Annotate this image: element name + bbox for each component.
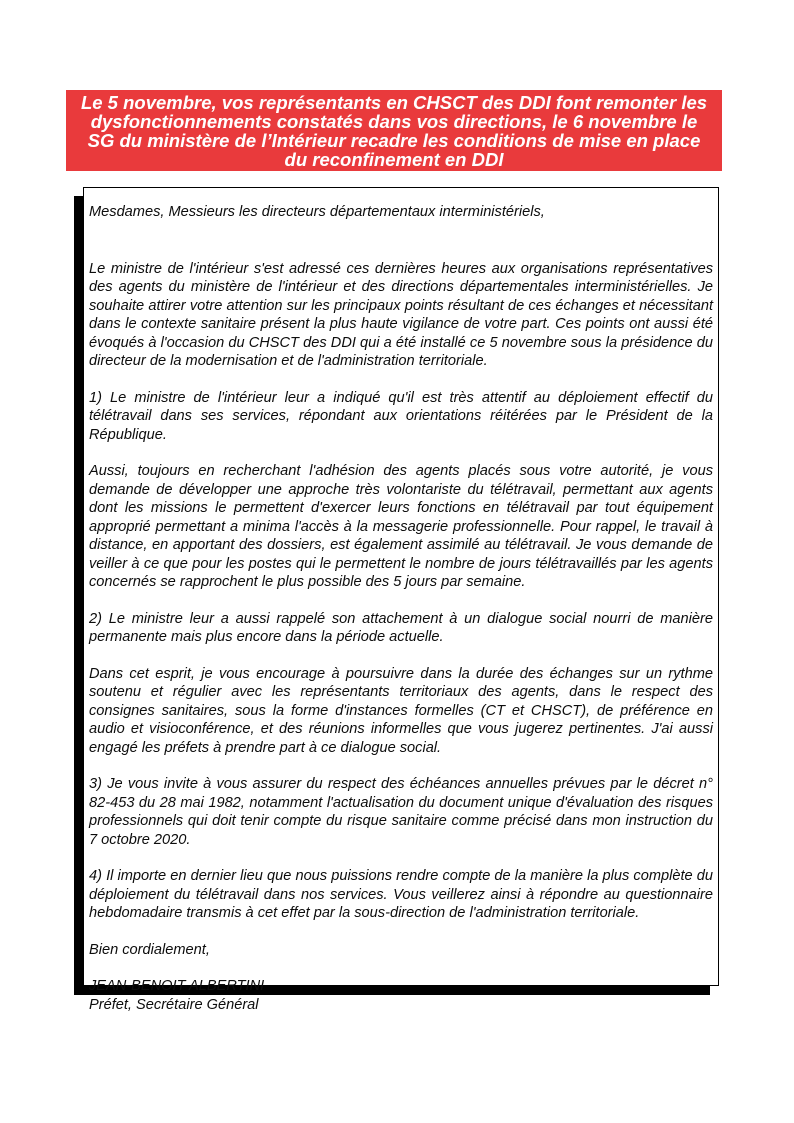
paragraph-point-4: 4) Il importe en dernier lieu que nous puissions rendre compte de la manière la plus complète du déploiement du télétravail dans nos services. Vous veillerez ainsi à répondre au questionnaire hebdomadaire transmis à cet effet par la sous-direction de l'administration territoriale. xyxy=(89,868,713,921)
closing-formula: Bien cordialement, xyxy=(89,941,210,958)
signature-title: Préfet, Secrétaire Général xyxy=(89,996,259,1013)
banner-line-1: Le 5 novembre, vos représentants en CHSCT des DDI font remonter les xyxy=(80,91,708,113)
paragraph-point-2: 2) Le ministre leur a aussi rappelé son attachement à un dialogue social nourri de manière permanente mais plus encore dans la période actuelle. xyxy=(89,610,713,645)
header-banner xyxy=(66,90,722,171)
banner-line-2: dysfonctionnements constatés dans vos directions, le 6 novembre le xyxy=(90,110,698,132)
letter-body-box xyxy=(83,187,719,1013)
paragraph-intro: Le ministre de l'intérieur s'est adressé ces dernières heures aux organisations représentatives des agents du ministère de l'intérieur et des directions départementales interministérielles. Je souhaite attirer votre attention sur les principaux points résultant de ces échanges et nécessitant dans le contexte sanitaire présent la plus haute vigilance de votre part. Ces points ont aussi été évoqués à l'occasion du CHSCT des DDI qui a été installé ce 5 novembre sous la présidence du directeur de la modernisation et de l'administration territoriale. xyxy=(89,260,713,369)
paragraph-dialogue-social: Dans cet esprit, je vous encourage à poursuivre dans la durée des échanges sur un rythme soutenu et régulier avec les représentants territoriaux des agents, dans le respect des consignes sanitaires, sous la forme d'instances formelles (CT et CHSCT), de préférence en audio et visioconférence, et des réunions informelles que vous jugerez pertinentes. J'ai aussi engagé les préfets à prendre part à ce dialogue social. xyxy=(89,665,713,756)
paragraph-point-3: 3) Je vous invite à vous assurer du respect des échéances annuelles prévues par le décret n° 82-453 du 28 mai 1982, notamment l'actualisation du document unique d'évaluation des risques professionnels qui doit tenir compte du risque sanitaire comme précisé dans mon instruction du 7 octobre 2020. xyxy=(89,776,713,848)
banner-line-4: du reconfinement en DDI xyxy=(284,148,504,170)
salutation: Mesdames, Messieurs les directeurs départementaux interministériels, xyxy=(89,204,545,220)
paragraph-point-1: 1) Le ministre de l'intérieur leur a indiqué qu'il est très attentif au déploiement effectif du télétravail dans ses services, répondant aux orientations réitérées par le Président de la République. xyxy=(89,389,713,443)
paragraph-teletravail: Aussi, toujours en recherchant l'adhésion des agents placés sous votre autorité, je vous demande de développer une approche très volontariste du télétravail, permettant aux agents dont les missions le permettent d'exercer leurs fonctions en télétravail par tout équipement approprié permettant a minima l'accès à la messagerie professionnelle. Pour rappel, le travail à distance, en apportant des dossiers, est également assimilé au télétravail. Je vous demande de veiller à ce que pour les postes qui le permettent le nombre de jours télétravaillés par les agents concernés se rapprochent le plus possible des 5 jours par semaine. xyxy=(89,463,713,590)
signature-name: JEAN-BENOIT ALBERTINI xyxy=(89,978,265,994)
banner-line-3: SG du ministère de l’Intérieur recadre les conditions de mise en place xyxy=(87,129,701,151)
